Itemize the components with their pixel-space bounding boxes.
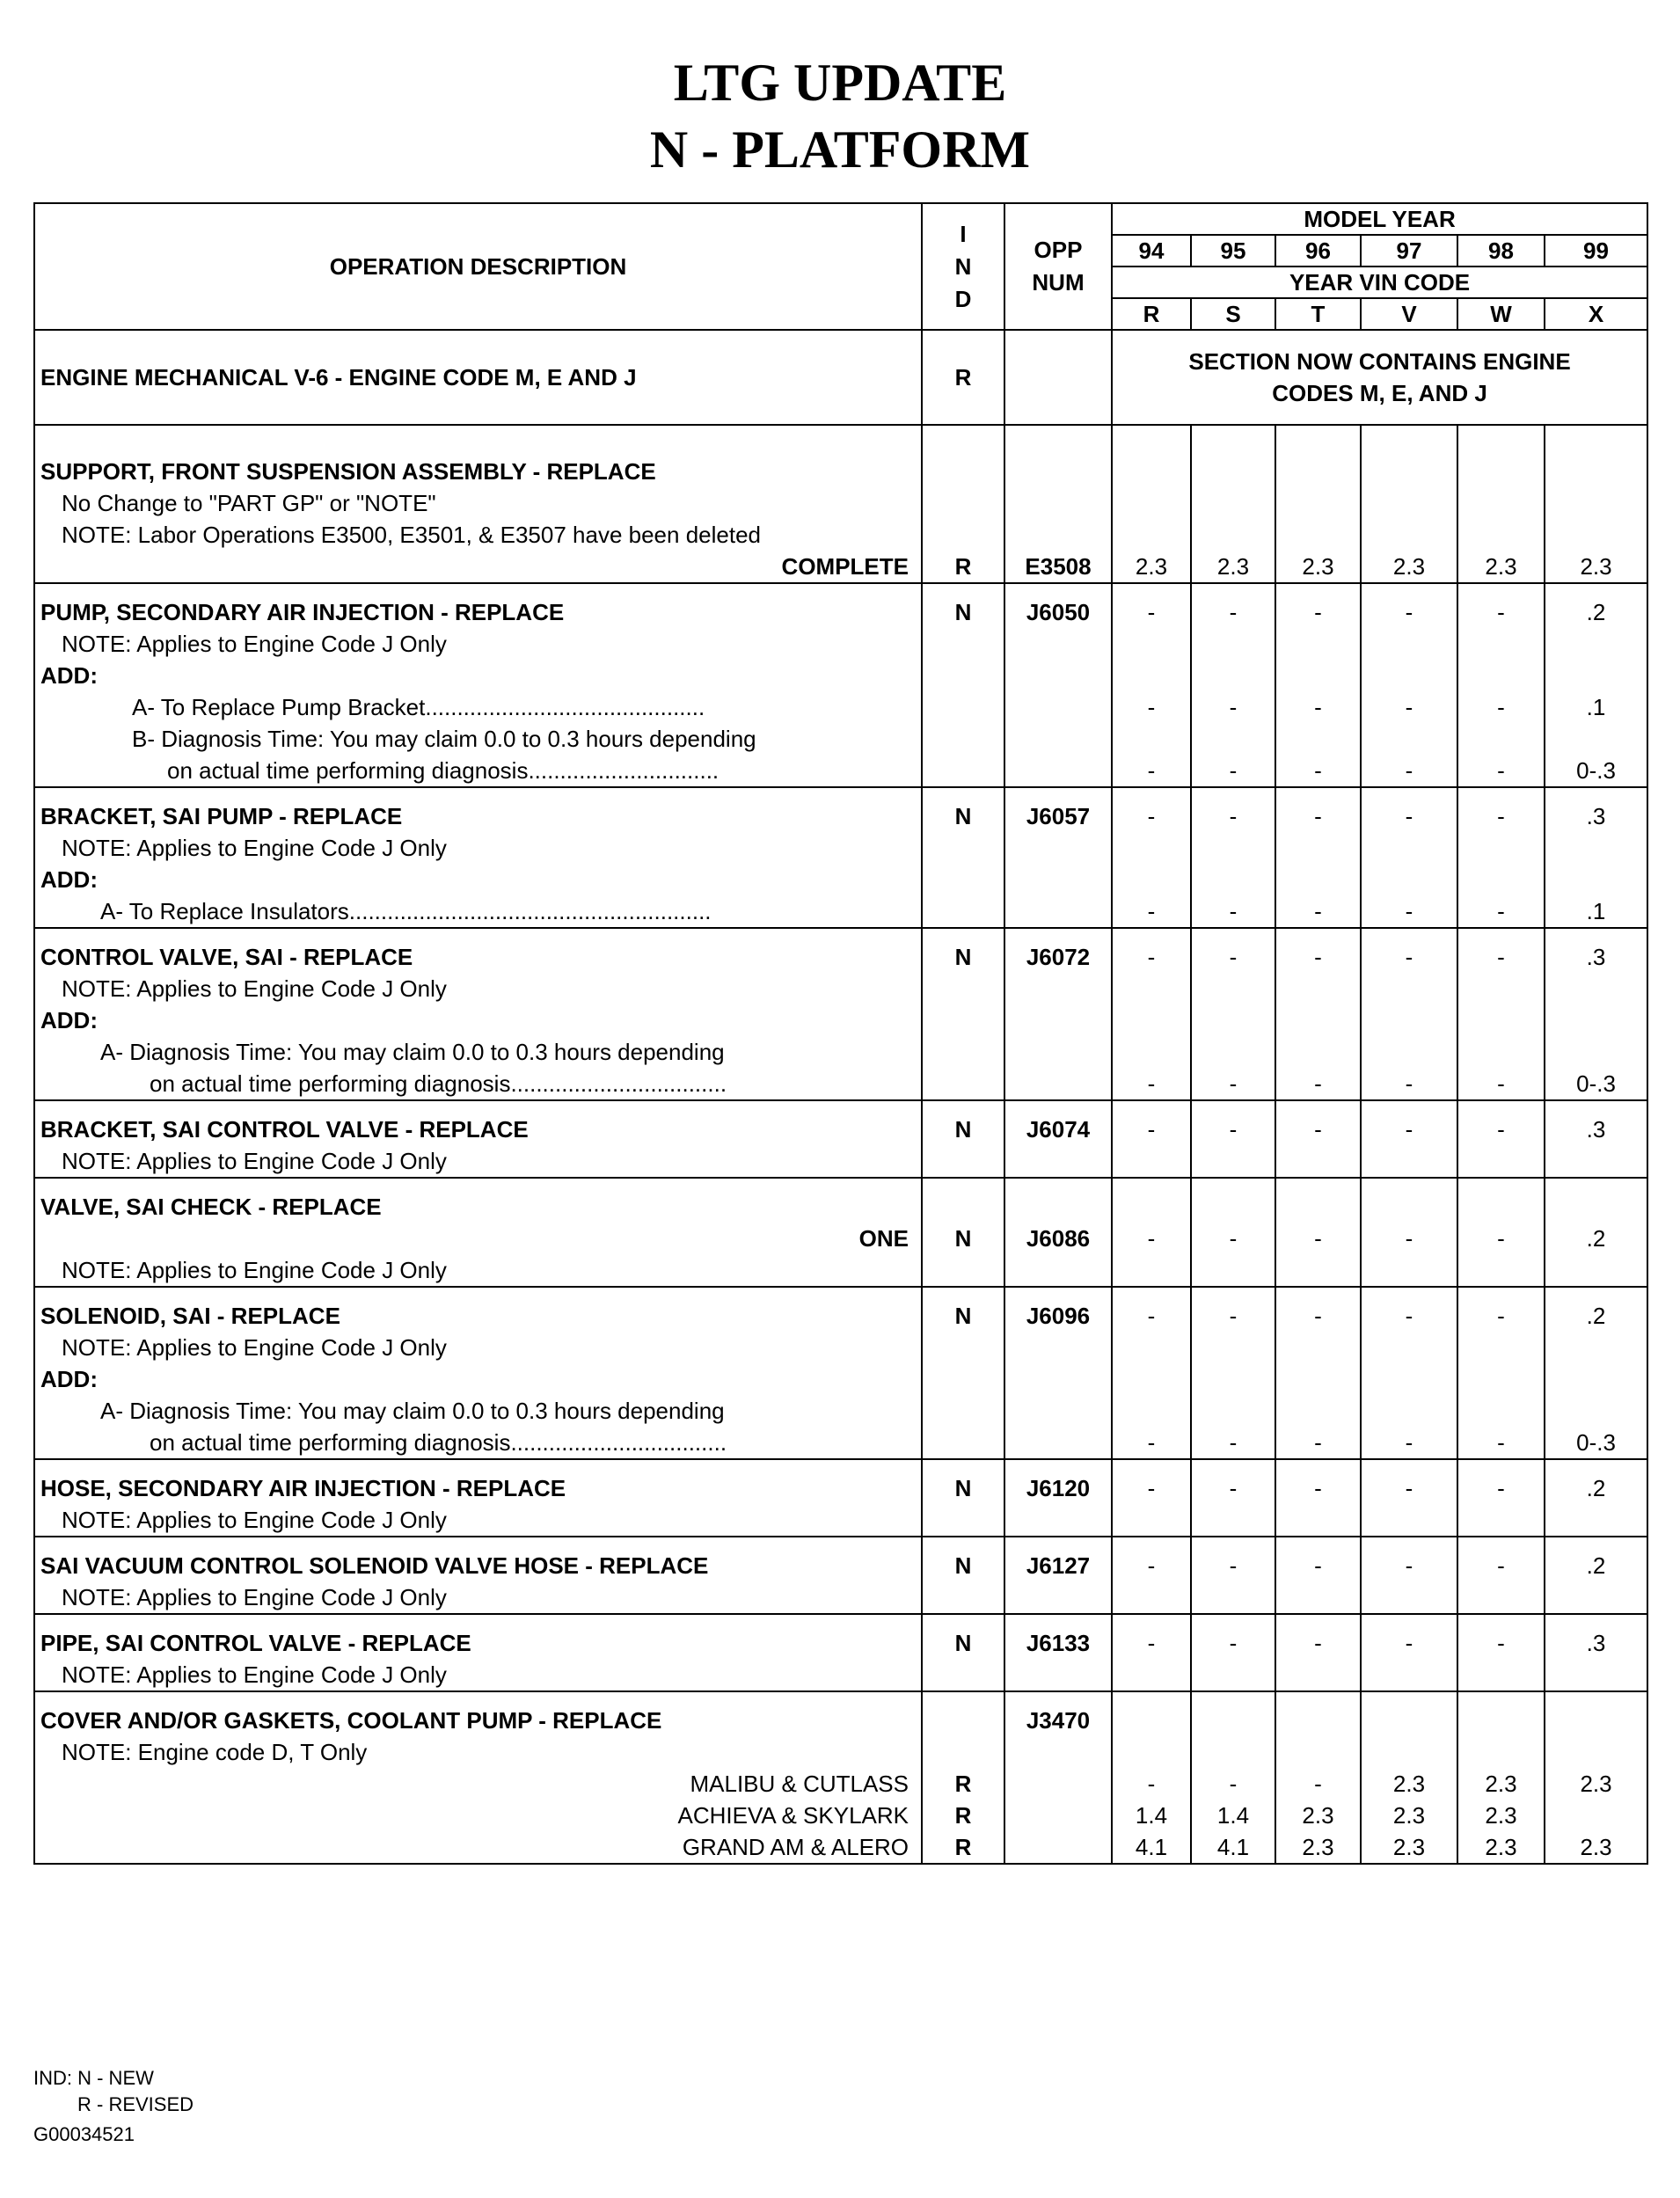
header-vin-w: W bbox=[1457, 298, 1545, 330]
header-opp-num: OPP NUM bbox=[1004, 203, 1112, 330]
header-year-vin-code: YEAR VIN CODE bbox=[1112, 267, 1647, 298]
table-row: SAI VACUUM CONTROL SOLENOID VALVE HOSE - REPLACE NOTE: Applies to Engine Code J Only N J6127 - - - - - .2 bbox=[34, 1537, 1647, 1614]
page-subtitle: N - PLATFORM bbox=[649, 120, 1031, 179]
footer-doc-code: G00034521 bbox=[33, 2123, 135, 2145]
header-ind: I N D bbox=[922, 203, 1004, 330]
table-row: CONTROL VALVE, SAI - REPLACE NOTE: Applies to Engine Code J Only ADD: A- Diagnosis Time: You may claim 0.0 to 0.3 hours depending on actual time performing diagnosis.................................. N J6072 - - - - - - - - - - .3 0-.3 bbox=[34, 928, 1647, 1100]
table-row: SOLENOID, SAI - REPLACE NOTE: Applies to Engine Code J Only ADD: A- Diagnosis Time: You may claim 0.0 to 0.3 hours depending on actual time performing diagnosis.................................. N J6096 - - - - - - - - - - .2 0-.3 bbox=[34, 1287, 1647, 1459]
header-operation-description: OPERATION DESCRIPTION bbox=[34, 203, 922, 330]
table-row: PUMP, SECONDARY AIR INJECTION - REPLACE NOTE: Applies to Engine Code J Only ADD: A- To Replace Pump Bracket............................................ B- Diagnosis Time: You may claim 0.0 to 0.3 hours depending on actual time performing diagnosis.............................. N J6050 - - - - - - - - - - - - - - - .2 .1 0-.3 bbox=[34, 583, 1647, 787]
page-title: LTG UPDATE bbox=[673, 54, 1007, 112]
section-note: SECTION NOW CONTAINS ENGINE CODES M, E, AND J bbox=[1112, 330, 1647, 425]
header-vin-v: V bbox=[1361, 298, 1457, 330]
table-row: BRACKET, SAI CONTROL VALVE - REPLACE NOTE: Applies to Engine Code J Only N J6074 - - - - - .3 bbox=[34, 1100, 1647, 1178]
header-year-96: 96 bbox=[1275, 235, 1361, 267]
table-row: BRACKET, SAI PUMP - REPLACE NOTE: Applies to Engine Code J Only ADD: A- To Replace Insulators......................................................... N J6057 - - - - - - - - - - .3 .1 bbox=[34, 787, 1647, 928]
header-year-97: 97 bbox=[1361, 235, 1457, 267]
header-vin-t: T bbox=[1275, 298, 1361, 330]
table-row: SUPPORT, FRONT SUSPENSION ASSEMBLY - REPLACE No Change to "PART GP" or "NOTE" NOTE: Labor Operations E3500, E3501, & E3507 have been deleted COMPLETE R E3508 2.3 2.3 2.3 2.3 2.3 2.3 bbox=[34, 425, 1647, 583]
table-row: VALVE, SAI CHECK - REPLACE ONE NOTE: Applies to Engine Code J Only N J6086 - - - - - .2 bbox=[34, 1178, 1647, 1287]
header-year-99: 99 bbox=[1545, 235, 1647, 267]
table-row: ENGINE MECHANICAL V-6 - ENGINE CODE M, E AND J R SECTION NOW CONTAINS ENGINE CODES M, E, AND J bbox=[34, 330, 1647, 425]
header-year-95: 95 bbox=[1191, 235, 1275, 267]
header-year-98: 98 bbox=[1457, 235, 1545, 267]
table-row: HOSE, SECONDARY AIR INJECTION - REPLACE NOTE: Applies to Engine Code J Only N J6120 - - - - - .2 bbox=[34, 1459, 1647, 1537]
footer-ind-new: IND: N - NEW bbox=[33, 2067, 154, 2089]
header-vin-x: X bbox=[1545, 298, 1647, 330]
header-model-year: MODEL YEAR bbox=[1112, 203, 1647, 235]
header-year-94: 94 bbox=[1112, 235, 1191, 267]
table-row: COVER AND/OR GASKETS, COOLANT PUMP - REPLACE NOTE: Engine code D, T Only MALIBU & CUTLASS ACHIEVA & SKYLARK GRAND AM & ALERO R R R J3470 - 1.4 4.1 - 1.4 4.1 - 2.3 2.3 2.3 2.3 2.3 2.3 2.3 2.3 2.3 2.3 bbox=[34, 1691, 1647, 1864]
labor-time-table bbox=[33, 202, 1648, 1865]
header-vin-r: R bbox=[1112, 298, 1191, 330]
header-vin-s: S bbox=[1191, 298, 1275, 330]
table-row: PIPE, SAI CONTROL VALVE - REPLACE NOTE: Applies to Engine Code J Only N J6133 - - - - - .3 bbox=[34, 1614, 1647, 1691]
footer-ind-revised: R - REVISED bbox=[77, 2093, 194, 2115]
